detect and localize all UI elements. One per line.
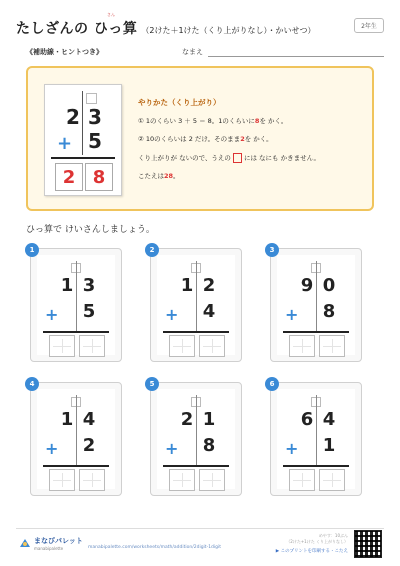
sum-line bbox=[51, 157, 115, 159]
problem-number: 4 bbox=[25, 377, 39, 391]
answer-highlight: 28 bbox=[164, 171, 174, 180]
answer-tens-box[interactable] bbox=[49, 469, 75, 491]
answer-text: こたえは bbox=[138, 171, 164, 180]
problem-paper bbox=[277, 255, 355, 355]
problem-paper bbox=[157, 389, 235, 489]
bottom-ones-digit: 2 bbox=[82, 435, 96, 456]
answer-line bbox=[138, 172, 368, 181]
answer-ones-box[interactable] bbox=[79, 469, 105, 491]
guide-line bbox=[316, 261, 317, 331]
top-ones-digit: 3 bbox=[82, 275, 96, 296]
top-tens-digit: 1 bbox=[180, 275, 194, 296]
plus-sign: + bbox=[285, 305, 299, 324]
step-1-tail: を かく。 bbox=[259, 116, 288, 125]
problem-card bbox=[30, 382, 122, 496]
top-ones-digit: 4 bbox=[322, 409, 336, 430]
answer-ones-box[interactable] bbox=[199, 469, 225, 491]
example-box bbox=[26, 66, 374, 211]
problem-paper bbox=[37, 389, 115, 489]
problem-number: 1 bbox=[25, 243, 39, 257]
grade-badge: 2年生 bbox=[354, 18, 384, 33]
carry-box-icon bbox=[233, 153, 242, 163]
top-tens-digit: 1 bbox=[60, 275, 74, 296]
sum-line bbox=[43, 465, 109, 467]
name-line bbox=[208, 56, 384, 57]
problem-number: 5 bbox=[145, 377, 159, 391]
bottom-ones-digit: 8 bbox=[322, 301, 336, 322]
steps-title: やりかた（くり上がり） bbox=[138, 98, 221, 107]
example-card bbox=[44, 84, 122, 196]
step-3-text: くり上がりが ないので、うえの bbox=[138, 153, 231, 162]
footer-divider bbox=[16, 528, 384, 529]
problem-number: 2 bbox=[145, 243, 159, 257]
instruction: ひっ算で けいさんしましょう。 bbox=[26, 225, 155, 235]
step-1 bbox=[138, 117, 368, 126]
step-1-text: ① 1のくらい 3 ＋ 5 ＝ 8。1のくらいに bbox=[138, 116, 255, 125]
sum-line bbox=[163, 465, 229, 467]
plus-sign: + bbox=[45, 305, 59, 324]
guide-line bbox=[196, 261, 197, 331]
page-title bbox=[16, 18, 316, 38]
qr-code-icon[interactable] bbox=[354, 530, 382, 558]
problem-card bbox=[150, 248, 242, 362]
example-top-ones: 3 bbox=[88, 105, 102, 129]
footer-meta bbox=[286, 533, 348, 545]
problem-card bbox=[150, 382, 242, 496]
answer-ones-box[interactable] bbox=[319, 469, 345, 491]
guide-line bbox=[76, 261, 77, 331]
answer-tens-box[interactable] bbox=[289, 335, 315, 357]
top-ones-digit: 4 bbox=[82, 409, 96, 430]
footer-meta-topic: （2けた+1けた くり上がりなし） bbox=[286, 539, 348, 544]
top-tens-digit: 6 bbox=[300, 409, 314, 430]
bottom-ones-digit: 5 bbox=[82, 301, 96, 322]
plus-sign: + bbox=[285, 439, 299, 458]
answer-tens-box[interactable] bbox=[49, 335, 75, 357]
problem-number: 3 bbox=[265, 243, 279, 257]
top-ones-digit: 0 bbox=[322, 275, 336, 296]
carry-box bbox=[86, 93, 97, 104]
answer-ones-box[interactable] bbox=[79, 335, 105, 357]
ruby-san: さん bbox=[107, 12, 115, 17]
answer-ones-box[interactable] bbox=[199, 335, 225, 357]
problem-paper bbox=[157, 255, 235, 355]
sum-line bbox=[163, 331, 229, 333]
sum-line bbox=[283, 331, 349, 333]
name-label: なまえ bbox=[182, 48, 203, 56]
problem-number: 6 bbox=[265, 377, 279, 391]
bottom-ones-digit: 4 bbox=[202, 301, 216, 322]
title-text: たしざんの ひっ算 bbox=[16, 21, 138, 37]
example-top-tens: 2 bbox=[66, 105, 80, 129]
plus-sign: + bbox=[45, 439, 59, 458]
plus-sign: + bbox=[165, 439, 179, 458]
answer-tens-box[interactable] bbox=[169, 335, 195, 357]
bottom-ones-digit: 1 bbox=[322, 435, 336, 456]
answer-tail: 。 bbox=[173, 171, 180, 180]
example-answer-tens: 2 bbox=[55, 163, 83, 191]
example-bottom-ones: 5 bbox=[88, 129, 102, 153]
top-tens-digit: 2 bbox=[180, 409, 194, 430]
top-tens-digit: 9 bbox=[300, 275, 314, 296]
plus-sign: + bbox=[57, 133, 73, 154]
top-tens-digit: 1 bbox=[60, 409, 74, 430]
footer-answer-link[interactable]: ▶ このプリントを印刷する・こたえ bbox=[275, 549, 348, 554]
steps-panel bbox=[138, 98, 368, 190]
bottom-ones-digit: 8 bbox=[202, 435, 216, 456]
problem-card bbox=[270, 248, 362, 362]
title-subtitle: （2けた＋1けた（くり上がりなし）・かいせつ） bbox=[141, 26, 316, 35]
brand-name: まなびパレット bbox=[34, 537, 83, 545]
example-answer-ones: 8 bbox=[85, 163, 113, 191]
guide-line bbox=[196, 395, 197, 465]
problem-card bbox=[270, 382, 362, 496]
guide-line bbox=[316, 395, 317, 465]
step-1-highlight: 8 bbox=[254, 116, 260, 125]
step-3-tail: には なにも かきません。 bbox=[243, 153, 320, 162]
step-2-text: ② 10のくらいは 2 だけ。そのまま bbox=[138, 134, 241, 143]
top-ones-digit: 1 bbox=[202, 409, 216, 430]
footer-url[interactable]: manabipalette.com/worksheets/math/addition/2digit-1digit bbox=[88, 545, 222, 550]
sum-line bbox=[43, 331, 109, 333]
brand-tagline: manabipalette bbox=[34, 546, 64, 551]
problem-paper bbox=[37, 255, 115, 355]
answer-tens-box[interactable] bbox=[169, 469, 195, 491]
sum-line bbox=[283, 465, 349, 467]
step-3 bbox=[138, 153, 368, 163]
footer-meta-time: めやす：10ぶん bbox=[318, 533, 348, 538]
step-2-tail: を かく。 bbox=[244, 134, 273, 143]
palette-logo-icon bbox=[18, 537, 32, 549]
plus-sign: + bbox=[165, 305, 179, 324]
answer-tens-box[interactable] bbox=[289, 469, 315, 491]
subheading: 《補助線・ヒントつき》 bbox=[26, 48, 103, 56]
problem-paper bbox=[277, 389, 355, 489]
step-2 bbox=[138, 135, 368, 144]
problem-card bbox=[30, 248, 122, 362]
step-2-highlight: 2 bbox=[240, 134, 245, 143]
top-ones-digit: 2 bbox=[202, 275, 216, 296]
guide-line bbox=[76, 395, 77, 465]
answer-ones-box[interactable] bbox=[319, 335, 345, 357]
